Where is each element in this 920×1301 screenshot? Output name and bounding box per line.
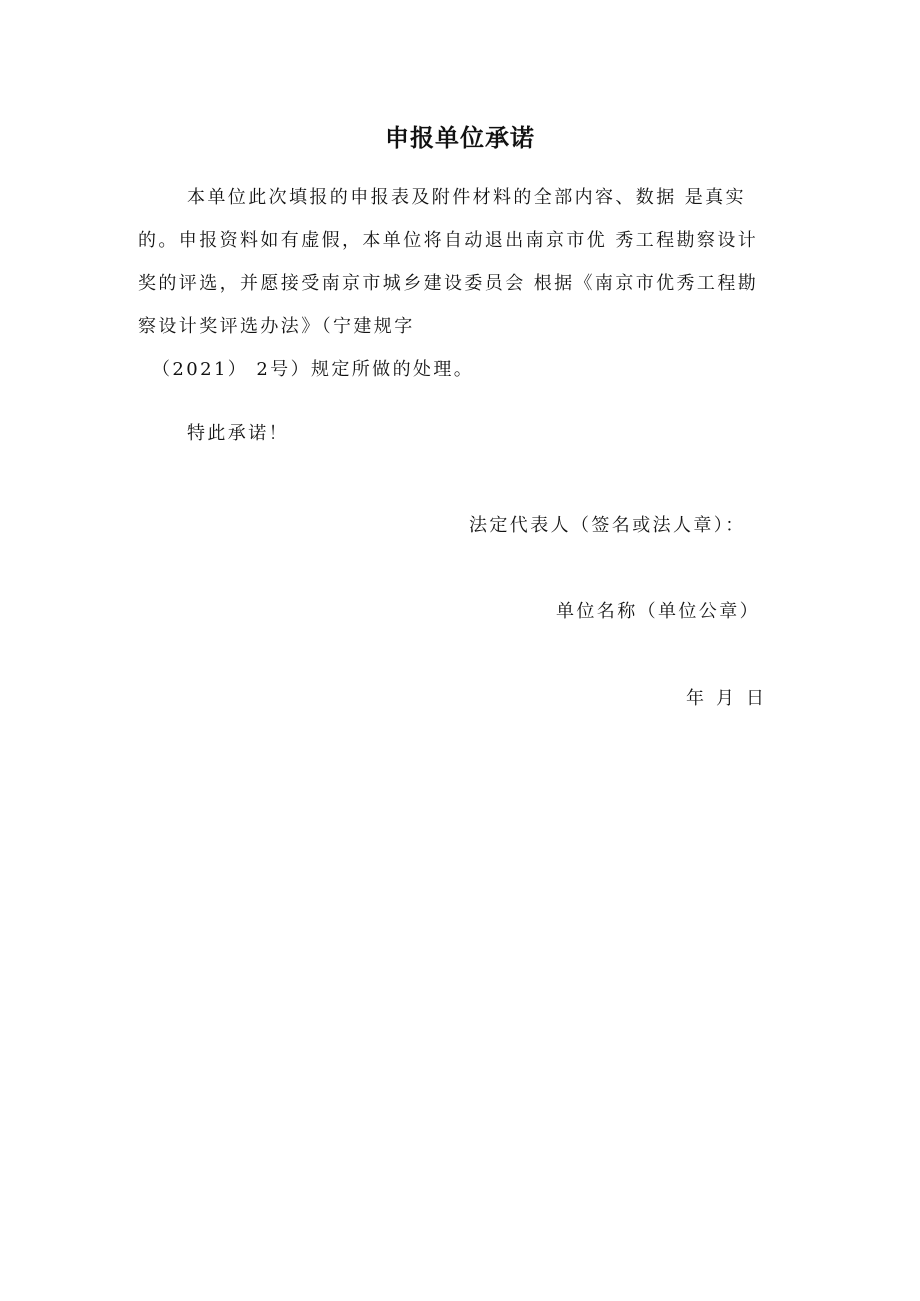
- legal-representative-signature-label: 法定代表人（签名或法人章）：: [469, 515, 746, 536]
- unit-name-seal-label: 单位名称（单位公章）: [556, 601, 760, 622]
- page-title: 申报单位承诺: [385, 124, 535, 152]
- date-day-label: 日: [746, 688, 764, 709]
- paragraph-line-5: （2021） 2号）规定所做的处理。: [152, 359, 475, 380]
- date-month-label: 月: [716, 688, 734, 709]
- paragraph-line-4: 察设计奖评选办法》（宁建规字: [138, 316, 415, 337]
- closing-statement: 特此承诺！: [187, 423, 289, 444]
- paragraph-line-3: 奖的评选，并愿接受南京市城乡建设委员会 根据《南京市优秀工程勘: [138, 273, 759, 294]
- date-line: [686, 684, 776, 710]
- paragraph-line-2: 的。申报资料如有虚假，本单位将自动退出南京市优 秀工程勘察设计: [138, 230, 759, 251]
- paragraph-line-1: 本单位此次填报的申报表及附件材料的全部内容、数据 是真实: [187, 187, 746, 208]
- date-year-label: 年: [686, 688, 704, 709]
